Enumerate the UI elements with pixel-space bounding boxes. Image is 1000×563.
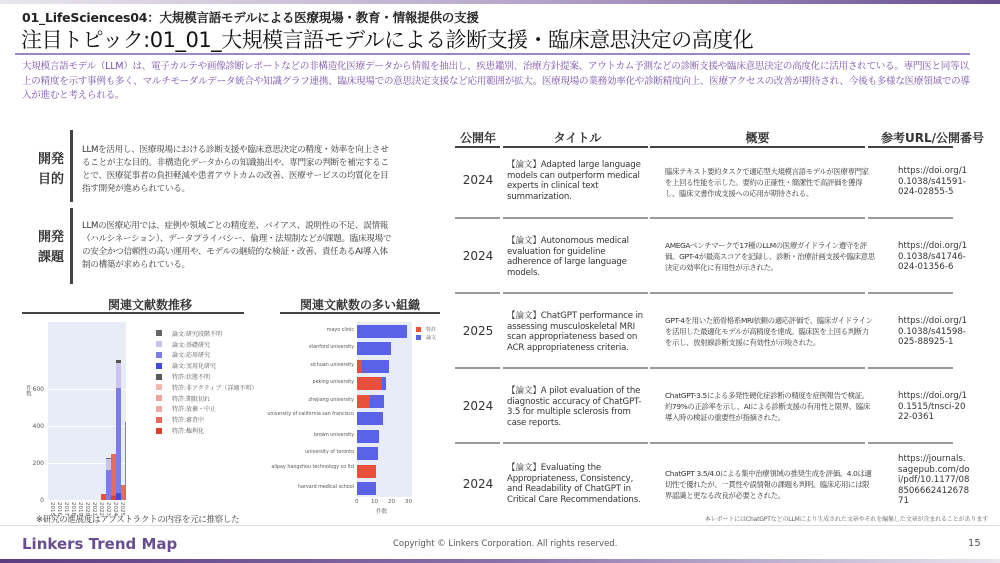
org-bar-toronto[interactable]: [357, 447, 378, 460]
org-bar-stanford[interactable]: [357, 342, 391, 355]
x-tick: 2017: [63, 502, 69, 516]
row-title: 【論文】A pilot evaluation of the diagnostic accuracy of ChatGPT-3.5 for multiple sclerosis from case reports.: [507, 386, 642, 428]
org-label: sichuan university: [310, 363, 354, 368]
legend-item[interactable]: [156, 414, 257, 425]
org-bar-peking-paper[interactable]: [382, 377, 386, 390]
col-header-title: タイトル: [553, 131, 602, 145]
legend-item[interactable]: [156, 425, 257, 436]
org-bar-mayo-clinic[interactable]: [357, 325, 407, 338]
trend-plot-area: [48, 322, 126, 500]
org-bar-brown[interactable]: [357, 430, 379, 443]
legend-label: 論文:基礎研究: [172, 341, 211, 349]
row-divider: [868, 292, 953, 294]
brand-logo: Linkers Trend Map: [22, 535, 178, 553]
row-divider: [503, 367, 648, 369]
row-divider: [868, 217, 953, 219]
legend-item[interactable]: [156, 328, 257, 339]
org-label: harvard medical school: [297, 485, 354, 490]
col-header-url: 参考URL/公開番号: [880, 131, 984, 145]
legend-label: 特許:状態不明: [172, 374, 211, 382]
row-divider: [503, 292, 648, 294]
legend-item[interactable]: [156, 339, 257, 350]
issues-label-line2: 課題: [38, 250, 65, 265]
x-tick: 2023: [105, 502, 111, 516]
row-divider: [650, 367, 865, 369]
y-tick-600: 600: [32, 386, 44, 393]
row-divider: [868, 367, 953, 369]
org-chart-rule: [280, 312, 440, 314]
trend-chart-rule: [22, 312, 244, 314]
x-tick: 2024: [112, 502, 118, 516]
legend-swatch: [156, 330, 162, 336]
trend-y-axis-title: 件数: [25, 385, 31, 396]
row-title: 【論文】Evaluating the Appropriateness, Consistency, and Readability of ChatGPT in Critical Care Recommendations.: [507, 463, 641, 505]
legend-swatch: [156, 384, 162, 390]
top-accent-bar: [0, 0, 1000, 4]
row-divider: [455, 292, 500, 294]
header-rule: [868, 146, 953, 148]
x-tick: 2019: [77, 502, 83, 516]
legend-label: 特許:非アクティブ（詳細不明）: [172, 384, 258, 392]
legend-label: 特許:放棄・中止: [172, 406, 217, 414]
row-divider: [503, 442, 648, 444]
bar-2025-paper[interactable]: [125, 422, 126, 500]
trend-legend: [156, 328, 257, 436]
legend-swatch: [156, 352, 162, 358]
org-bar-zhejiang-paper[interactable]: [370, 395, 384, 408]
issues-label-line1: 開発: [38, 230, 65, 245]
legend-swatch: [156, 363, 162, 369]
purpose-label-line1: 開発: [38, 152, 65, 167]
org-label: stanford university: [308, 345, 354, 350]
row-summary: ChatGPT-3.5による多発性硬化症診断の精度を症例報告で検証。約79%の正診率を示し、AIによる診断支援の有用性と限界、臨床導入時の検証の重要性が指摘された。: [665, 391, 870, 422]
org-label: peking university: [312, 380, 354, 385]
legend-item[interactable]: [156, 404, 257, 415]
row-divider: [503, 217, 648, 219]
org-bar-sichuan-paper[interactable]: [362, 360, 389, 373]
legend-item[interactable]: [156, 393, 257, 404]
x-tick: 2018: [70, 502, 76, 516]
trend-chart-heading: 関連文献数推移: [107, 298, 192, 312]
row-title: 【論文】Autonomous medical evaluation for guideline adherence of large language models.: [507, 236, 629, 278]
legend-item[interactable]: [416, 333, 436, 341]
row-summary: AMEGAベンチマークで17種のLLMの医療ガイドライン遵守を評価。GPT-4が最高スコアを記録し、診断・治療計画支援や臨床意思決定の効率化に有用性が示された。: [665, 241, 875, 272]
row-divider: [650, 292, 865, 294]
legend-swatch: [156, 341, 162, 347]
y-tick-0: 0: [40, 497, 44, 504]
row-title: 【論文】Adapted large language models can outperform medical experts in clinical text summarization.: [507, 160, 641, 202]
legend-label: 特許:権利化: [172, 428, 205, 436]
issues-label: [38, 228, 68, 268]
topic-summary: 大規模言語モデル（LLM）は、電子カルテや画像診断レポートなどの非構造化医療データから情報を抽出し、疾患鑑別、治療方針提案、アウトカム予測などの診断支援や臨床意思決定の高度化に活用されている。専門医と同等以上の精度を示す事例も多く、マルチモーダルデータ統合や知識グラフ連携、臨床現場での意思決定支援など応用範囲が拡大。医療現場の業務効率化や診断精度向上、医療アクセスの改善が期待され、今後も多様な医療領域での導入が進むと考えられる。: [22, 61, 970, 101]
row-summary: 臨床テキスト要約タスクで適応型大規模言語モデルが医療専門家を上回る性能を示した。要約の正確性・簡潔性で高評価を獲得し、臨床文書作成支援への応用が期待される。: [665, 167, 869, 198]
x-tick: 2016: [56, 502, 62, 516]
legend-swatch: [156, 374, 162, 380]
legend-item[interactable]: [156, 371, 257, 382]
footer-divider: [0, 525, 1000, 526]
purpose-label: [38, 150, 68, 190]
legend-label: 論文:実用化研究: [172, 363, 217, 371]
org-x-tick: 0: [355, 499, 359, 505]
legend-swatch: [156, 406, 162, 412]
org-label: brown university: [313, 433, 354, 438]
row-url[interactable]: https://doi.org/10.1038/s41746-024-01356-6: [898, 241, 968, 272]
legend-item[interactable]: [156, 382, 257, 393]
row-title: 【論文】ChatGPT performance in assessing musculoskeletal MRI scan appropriateness based on ACR appropriateness criteria.: [507, 311, 643, 353]
bottom-accent-bar: [0, 559, 1000, 563]
x-tick: 2020: [84, 502, 90, 516]
row-year: 2024: [462, 249, 494, 263]
y-tick-200: 200: [32, 460, 44, 467]
legend-item[interactable]: [416, 325, 436, 333]
row-year: 2024: [462, 173, 494, 187]
org-x-axis-title: 件数: [376, 509, 388, 515]
copyright: Copyright © Linkers Corporation. All rights reserved.: [393, 539, 618, 549]
org-x-tick: 20: [388, 499, 395, 505]
row-summary: ChatGPT 3.5/4.0による集中治療領域の推奨生成を評価。4.0は適切性で優れたが、一貫性や誤情報の課題も判明。臨床応用には限界認識と更なる改良が必要とされた。: [665, 469, 872, 500]
page-title: 注目トピック:01_01_大規模言語モデルによる診断支援・臨床意思決定の高度化: [21, 28, 754, 52]
row-divider: [650, 217, 865, 219]
row-url[interactable]: https://doi.org/10.1515/tnsci-2022-0361: [898, 391, 968, 422]
legend-label: 論文:研究段階不明: [172, 330, 223, 338]
row-divider: [455, 217, 500, 219]
row-divider: [650, 442, 865, 444]
legend-item[interactable]: [156, 350, 257, 361]
org-x-tick: 10: [371, 499, 378, 505]
row-year: 2025: [462, 324, 494, 338]
legend-swatch: [416, 327, 421, 332]
header-rule: [455, 146, 500, 148]
row-url[interactable]: https://doi.org/10.1038/s41598-025-88925-1: [898, 316, 968, 347]
org-bar-ucsf[interactable]: [357, 412, 383, 425]
row-summary: GPT-4を用いた筋骨格系MRI依頼の適応評価で、臨床ガイドラインを活用した最適化モデルが高精度を達成。臨床医を上回る判断力を示し、放射線診断支援に有効性が示唆された。: [665, 316, 873, 347]
title-divider: [15, 53, 970, 55]
org-chart-heading: 関連文献数の多い組織: [299, 298, 420, 312]
x-tick: 2021: [91, 502, 97, 516]
row-year: 2024: [462, 399, 494, 413]
x-tick: 2022: [98, 502, 104, 516]
legend-label: 特許: [426, 326, 437, 333]
y-tick-400: 400: [32, 423, 44, 430]
org-label: alipay hangzhou technology co ltd: [271, 465, 354, 470]
col-header-year: 公開年: [459, 131, 496, 145]
row-divider: [868, 442, 953, 444]
bar-2024-paper[interactable]: [116, 360, 121, 500]
legend-label: 論文:応用研究: [172, 352, 211, 360]
legend-label: 特許:審査中: [172, 417, 205, 425]
issues-text: LLMの医療応用では、症例や領域ごとの精度差、バイアス、説明性の不足、誤情報（ハルシネーション）、データプライバシー、倫理・法規制などが課題。臨床現場での安全かつ信頼性の高い運用や、モデルの継続的な検証・改善、責任あるAI導入体制の構築が求められている。: [82, 221, 392, 270]
chart-footnote: ※研究の進展度はアブストラクトの内容を元に推察した: [36, 515, 240, 525]
org-label: university of california san francisco: [267, 412, 354, 417]
row-year: 2024: [462, 477, 494, 491]
org-bar-peking-patent[interactable]: [357, 377, 382, 390]
legend-item[interactable]: [156, 360, 257, 371]
legend-swatch: [156, 395, 162, 401]
x-tick: 2025: [119, 502, 125, 516]
purpose-text: LLMを活用し、医療現場における診断支援や臨床意思決定の精度・効率を向上させることが主な目的。非構造化データからの知識抽出や、専門家の判断を補完することで、医療従事者の負担軽減や患者アウトカムの改善、医療サービスの均質化を目指す開発が進められている。: [82, 145, 389, 194]
org-label: university of toronto: [305, 450, 354, 455]
issues-bar: [70, 208, 73, 284]
row-url[interactable]: https://doi.org/10.1038/s41591-024-02855-5: [898, 166, 968, 197]
section-kicker: 01_LifeSciences04：大規模言語モデルによる医療現場・教育・情報提供の支援: [22, 10, 479, 25]
col-header-summary: 概要: [745, 131, 770, 145]
page-number: 15: [968, 538, 981, 549]
header-rule: [503, 146, 648, 148]
gridline: [48, 426, 126, 427]
org-label: zhejiang university: [308, 398, 354, 403]
org-bar-zhejiang-patent[interactable]: [357, 395, 370, 408]
x-tick: 2015: [49, 502, 55, 516]
org-bar-harvard[interactable]: [357, 482, 376, 495]
purpose-label-line2: 目的: [38, 172, 65, 187]
legend-label: 特許:期限切れ: [172, 395, 211, 403]
row-url[interactable]: https://journals.sagepub.com/doi/pdf/10.1177/08850666241267871: [898, 454, 970, 506]
llm-disclaimer: 本レポートにはChatGPTなどのLLMにより生成された文章やそれを編集した文章が含まれることがあります: [704, 516, 988, 523]
legend-label: 論文: [426, 334, 437, 341]
header-rule: [650, 146, 865, 148]
purpose-bar: [70, 130, 73, 202]
org-bar-alipay[interactable]: [357, 465, 376, 478]
row-divider: [455, 367, 500, 369]
org-plot-area: [357, 322, 412, 497]
gridline: [48, 389, 126, 390]
legend-swatch: [156, 428, 162, 434]
row-divider: [455, 442, 500, 444]
org-label: mayo clinic: [326, 328, 354, 333]
org-x-tick: 30: [405, 499, 412, 505]
org-legend: [416, 325, 436, 341]
legend-swatch: [156, 417, 162, 423]
legend-swatch: [416, 335, 421, 340]
